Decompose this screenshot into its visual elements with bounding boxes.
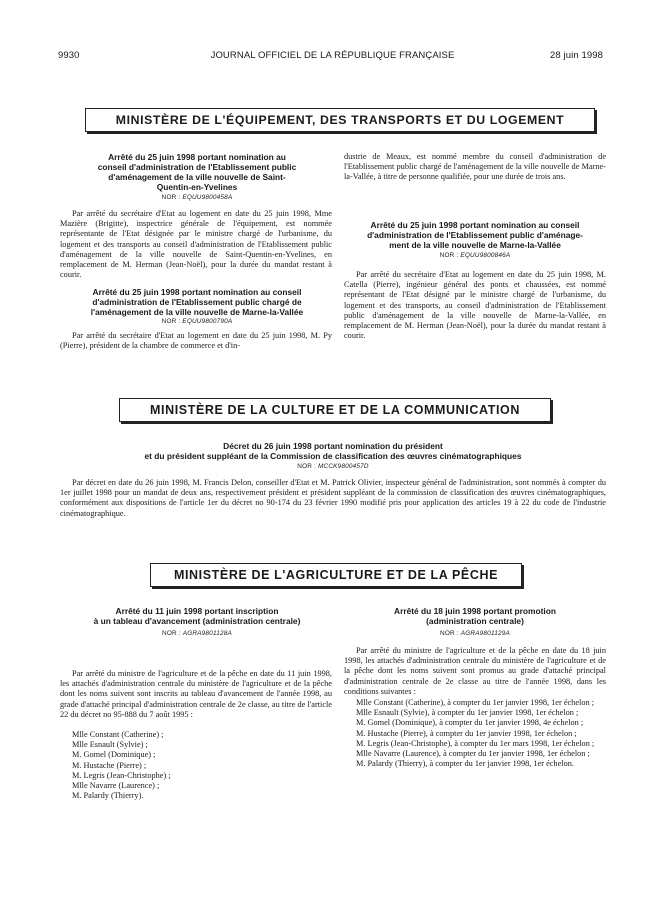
list-item: M. Palardy (Thierry).: [72, 791, 144, 801]
nor-reference: NOR : AGRA9801129A: [440, 630, 510, 637]
article-title-tableau: Arrêté du 11 juin 1998 portant inscription à un tableau d'avancement (administration centrale): [93, 606, 301, 626]
list-item: M. Gomel (Dominique) ;: [72, 750, 156, 760]
article-body-marne-catella: Par arrêté du secrétaire d'Etat au logement en date du 25 juin 1998, M. Catella (Pierre), ingénieur général des ponts et chaussées, est nommé représentant de l'Etat désigné par le ministre chargé de l'urbanisme, du logement et des transports, au conseil d'administration de l'Etablissement public d'aménagement de la ville nouvelle de Marne-la-Vallée, en remplacement de M. Herman (Jean-Noël), pour la durée du mandat restant à courir.: [344, 270, 606, 341]
article-title-promotion: Arrêté du 18 juin 1998 portant promotion (administration centrale): [394, 606, 556, 626]
list-item: Mlle Navarre (Laurence) ;: [72, 781, 160, 791]
list-item: M. Palardy (Thierry), à compter du 1er janvier 1998, 1er échelon.: [356, 759, 574, 769]
name-list: [72, 730, 171, 801]
list-item: Mlle Esnault (Sylvie), à compter du 1er janvier 1998, 1er échelon ;: [356, 708, 579, 718]
list-item: M. Legris (Jean-Christophe) ;: [72, 770, 171, 780]
article-body-marne-py: Par arrêté du secrétaire d'Etat au logement en date du 25 juin 1998, M. Py (Pierre), président de la chambre de commerce et d'in-: [60, 331, 332, 351]
decree-title: Décret du 26 juin 1998 portant nomination du président et du président suppléant de la Commission de classification des œuvres cinématographiques: [144, 441, 522, 461]
article-title-marne-catella: Arrêté du 25 juin 1998 portant nomination au conseil d'administration de l'Etablissement public d'aménage- ment de la ville nouvelle de Marne-la-Vallée: [367, 220, 583, 250]
article-body-promotion: Par arrêté du ministre de l'agriculture et de la pêche en date du 18 juin 1998, les attachés d'administration centrale du ministère de l'agriculture et de la pêche dont les noms suivent sont promus au grade d'attaché principal d'administration centrale de 2e classe au titre de l'année 1998, dans les conditions suivantes :: [344, 646, 606, 696]
nor-reference: NOR : AGRA9801128A: [162, 630, 232, 637]
journal-title: JOURNAL OFFICIEL DE LA RÉPUBLIQUE FRANÇAISE: [210, 50, 455, 61]
decree-body: Par décret en date du 26 juin 1998, M. Francis Delon, conseiller d'Etat et M. Patrick Olivier, inspecteur général de l'administration, sont nommés à compter du 1er juillet 1998 pour un mandat de deux ans, respectivement président et président suppléant de la commission de classification des œuvres cinématographiques, conformément aux dispositions de l'article 1er du décret no 90-174 du 23 février 1990 modifié pris pour application des articles 19 à 22 du code de l'industrie cinématographique.: [60, 478, 606, 518]
nor-reference: NOR : EQUU9800458A: [161, 194, 233, 201]
article-title-marne-py: Arrêté du 25 juin 1998 portant nomination au conseil d'administration de l'Etablissement public chargé de l'aménagement de la ville nouvelle de Marne-la-Vallée: [90, 287, 304, 317]
issue-date: 28 juin 1998: [550, 50, 603, 61]
list-item: Mlle Constant (Catherine), à compter du 1er janvier 1998, 1er échelon ;: [356, 698, 594, 707]
ministry-heading-agriculture: MINISTÈRE DE L'AGRICULTURE ET DE LA PÊCHE: [150, 563, 522, 587]
list-item: M. Hustache (Pierre), à compter du 1er janvier 1998, 1er échelon ;: [356, 728, 577, 738]
list-item: Mlle Constant (Catherine) ;: [72, 730, 164, 739]
article-body-saint-quentin: Par arrêté du secrétaire d'Etat au logement en date du 25 juin 1998, Mme Mazière (Brigitte), inspectrice générale de l'équipement, est nommée représentante de l'Etat désignée par le ministre chargé de l'urbanisme, du logement et des transports au conseil d'administration de l'Etablissement public d'aménagement de la ville nouvelle de Saint-Quentin-en-Yvelines, en remplacement de M. Herman (Jean-Noël), pour la durée du mandat restant à courir.: [60, 209, 332, 280]
promotion-list: [344, 698, 606, 769]
nor-reference: NOR : EQUU9800846A: [439, 252, 511, 259]
article-body-continued: dustrie de Meaux, est nommé membre du conseil d'administration de l'Etablissement public chargé de l'aménagement de la ville nouvelle de Marne-la-Vallée, à titre de personne qualifiée, pour une durée de trois ans.: [344, 152, 606, 182]
list-item: M. Legris (Jean-Christophe), à compter du 1er mars 1998, 1er échelon ;: [356, 738, 595, 748]
ministry-heading-equipement: MINISTÈRE DE L'ÉQUIPEMENT, DES TRANSPORTS ET DU LOGEMENT: [85, 108, 595, 132]
list-item: Mlle Esnault (Sylvie) ;: [72, 740, 148, 750]
nor-reference: NOR : MCCK9800457D: [297, 463, 369, 470]
page-number: 9930: [58, 50, 80, 61]
article-title-saint-quentin: Arrêté du 25 juin 1998 portant nomination au conseil d'administration de l'Etablissement public d'aménagement de la ville nouvelle de Saint- Quentin-en-Yvelines: [97, 152, 297, 192]
article-body-tableau: Par arrêté du ministre de l'agriculture et de la pêche en date du 11 juin 1998, les attachés d'administration centrale du ministère de l'agriculture et de la pêche dont les noms suivent sont inscrits au tableau d'avancement de l'année 1998, au grade d'attaché principal d'administration centrale de 2e classe, au titre de l'article 22 du décret no 95-888 du 7 août 1995 :: [60, 669, 332, 719]
nor-reference: NOR : EQUU9800790A: [161, 318, 233, 325]
list-item: Mlle Navarre (Laurence), à compter du 1er janvier 1998, 1er échelon ;: [356, 749, 590, 759]
list-item: M. Gomel (Dominique), à compter du 1er janvier 1998, 4e échelon ;: [356, 718, 584, 728]
ministry-heading-culture: MINISTÈRE DE LA CULTURE ET DE LA COMMUNICATION: [119, 398, 551, 422]
list-item: M. Hustache (Pierre) ;: [72, 760, 147, 770]
